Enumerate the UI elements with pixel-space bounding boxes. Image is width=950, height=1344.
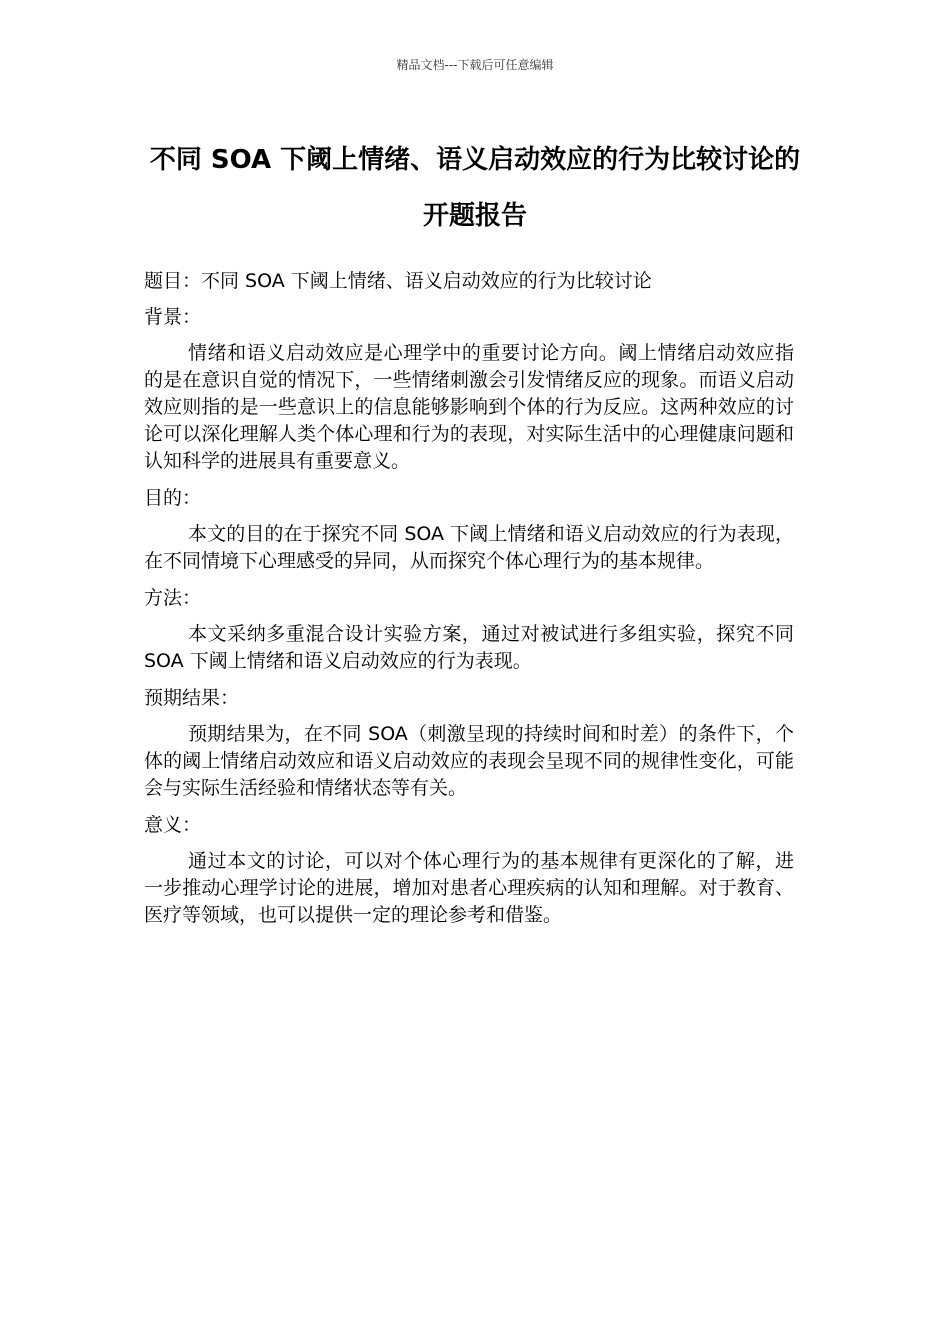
section-label-method: 方法： [144, 587, 202, 609]
section-label-background: 背景： [144, 306, 202, 328]
document-title: 不同 SOA 下阈上情绪、语义启动效应的行为比较讨论的开题报告 [149, 145, 801, 231]
section-text-significance: 通过本文的讨论，可以对个体心理行为的基本规律有更深化的了解，进一步推动心理学讨论的进展，增加对患者心理疾病的认知和理解。对于教育、医疗等领域，也可以提供一定的理论参考和借鉴。 [144, 850, 794, 926]
section-text-expected-results: 预期结果为，在不同 SOA（刺激呈现的持续时间和时差）的条件下，个体的阈上情绪启动效应和语义启动效应的表现会呈现不同的规律性变化，可能会与实际生活经验和情绪状态等有关。 [144, 723, 794, 799]
page-header: 精品文档---下载后可任意编辑 [396, 58, 554, 72]
section-text-purpose: 本文的目的在于探究不同 SOA 下阈上情绪和语义启动效应的行为表现，在不同情境下心理感受的异同，从而探究个体心理行为的基本规律。 [144, 523, 794, 572]
document-body [144, 268, 794, 939]
section-text-background: 情绪和语义启动效应是心理学中的重要讨论方向。阈上情绪启动效应指的是在意识自觉的情况下，一些情绪刺激会引发情绪反应的现象。而语义启动效应则指的是一些意识上的信息能够影响到个体的行为反应。这两种效应的讨论可以深化理解人类个体心理和行为的表现，对实际生活中的心理健康问题和认知科学的进展具有重要意义。 [144, 342, 794, 472]
topic-line: 题目：不同 SOA 下阈上情绪、语义启动效应的行为比较讨论 [144, 270, 652, 292]
section-label-significance: 意义： [144, 814, 202, 836]
section-label-expected-results: 预期结果： [144, 687, 240, 709]
section-label-purpose: 目的： [144, 487, 202, 509]
section-text-method: 本文采纳多重混合设计实验方案，通过对被试进行多组实验，探究不同 SOA 下阈上情绪和语义启动效应的行为表现。 [144, 623, 794, 672]
